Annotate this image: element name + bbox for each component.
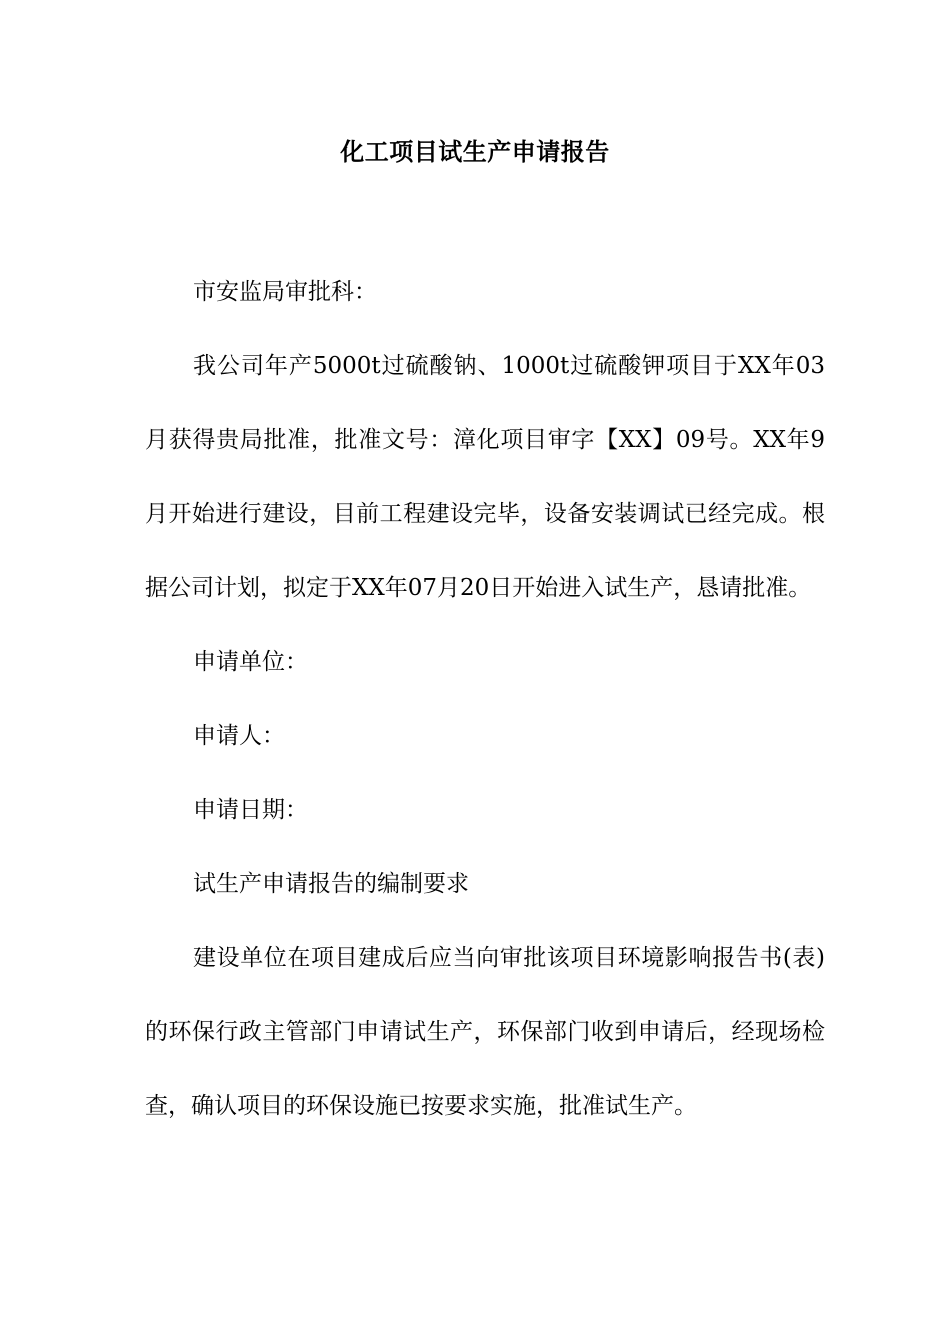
- document-title: 化工项目试生产申请报告: [340, 137, 610, 166]
- request-paragraph: 我公司年产5000t过硫酸钠、1000t过硫酸钾项目于XX年03月获得贵局批准，批准文号：漳化项目审字【XX】09号。XX年9月开始进行建设，目前工程建设完毕，设备安装调试已经完成。根据公司计划，拟定于XX年07月20日开始进入试生产，恳请批准。: [145, 353, 825, 601]
- applicant-label: 申请人：: [193, 723, 285, 749]
- document-body: [145, 255, 825, 1143]
- section-heading: 试生产申请报告的编制要求: [193, 871, 469, 897]
- application-date-label: 申请日期：: [193, 797, 308, 823]
- salutation: 市安监局审批科：: [193, 279, 377, 305]
- requirements-paragraph: 建设单位在项目建成后应当向审批该项目环境影响报告书(表)的环保行政主管部门申请试生产，环保部门收到申请后，经现场检查，确认项目的环保设施已按要求实施，批准试生产。: [145, 945, 825, 1119]
- applicant-unit-label: 申请单位：: [193, 649, 308, 675]
